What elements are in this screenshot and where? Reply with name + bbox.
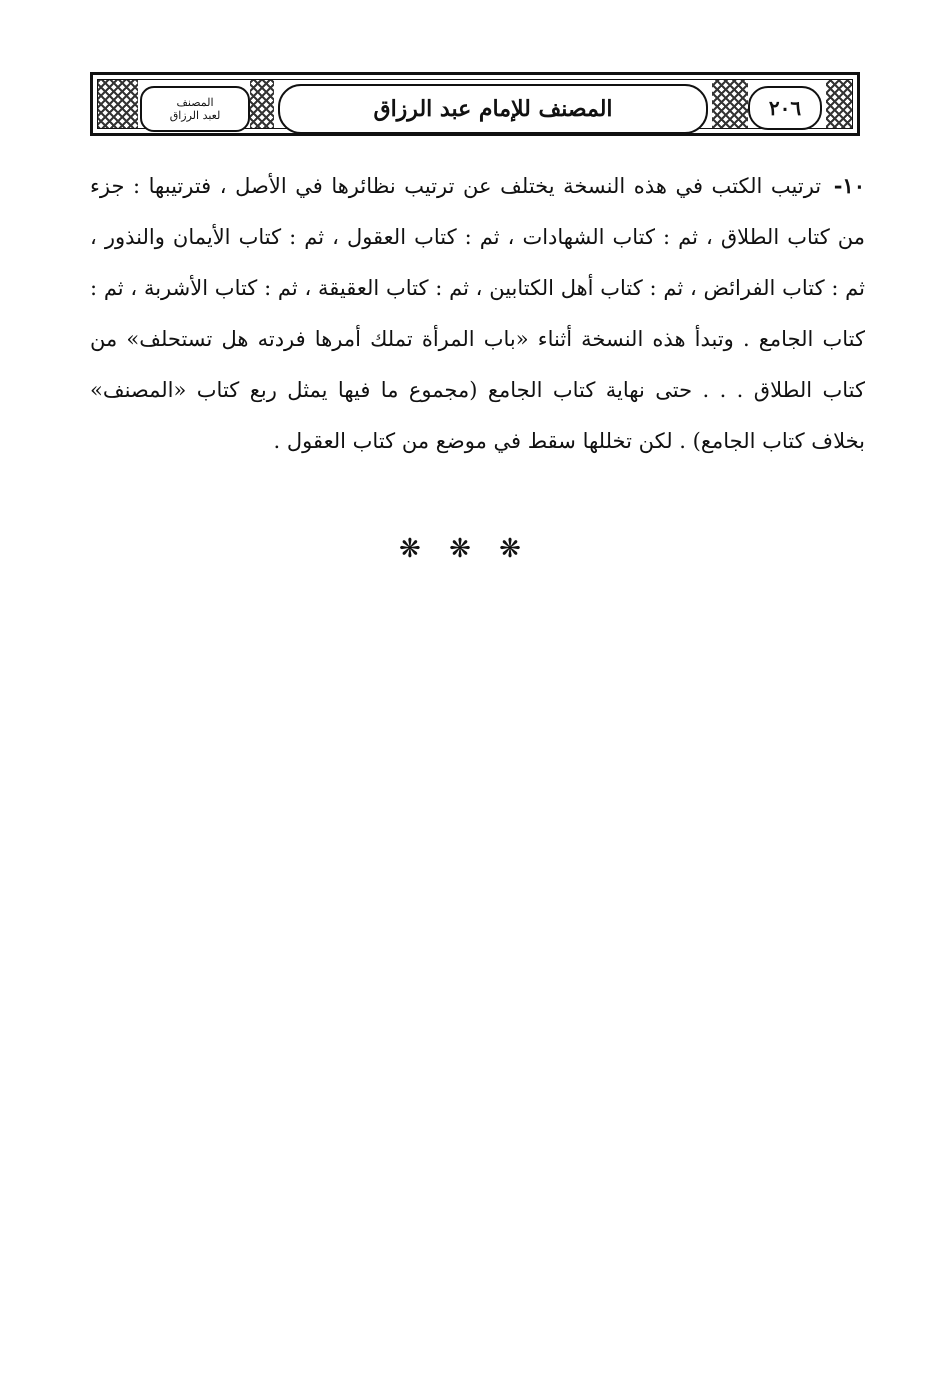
text-line-7: تخللها سقط في موضع من كتاب العقول . (273, 429, 632, 453)
item-number: ١٠- (833, 173, 865, 198)
book-logo (140, 86, 250, 132)
ornament-right-icon (826, 80, 852, 128)
text-line-5: المرأة تملك أمرها فردته هل تستحلف» من كتاب الطلاق . . . حتى نهاية كتاب (90, 327, 865, 402)
book-logo-line2: لعبد الرزاق (169, 109, 221, 122)
book-logo-line1: المصنف (176, 96, 214, 109)
ornament-right-inner-icon (712, 80, 748, 128)
text-line-4: العقيقة ، ثم : كتاب الأشربة ، ثم : كتاب الجامع . وتبدأ هذه النسخة أثناء «باب (90, 276, 865, 351)
page-body (90, 160, 865, 467)
ornament-left-icon (98, 80, 138, 128)
text-line-3: الأيمان والنذور ، ثم : كتاب الفرائض ، ثم : كتاب أهل الكتابين ، ثم : كتاب (90, 225, 865, 300)
section-separator: ❋ ❋ ❋ (399, 534, 531, 564)
running-header (90, 72, 860, 136)
numbered-paragraph (90, 160, 865, 467)
ornament-left-inner-icon (250, 80, 274, 128)
text-line-2: جزء من كتاب الطلاق ، ثم : كتاب الشهادات ، ثم : كتاب العقول ، ثم : كتاب (90, 174, 865, 249)
book-title: المصنف للإمام عبد الرزاق (278, 84, 708, 134)
page-number: ٢٠٦ (748, 86, 822, 130)
text-line-1: ترتيب الكتب في هذه النسخة يختلف عن ترتيب نظائرها في الأصل ، فترتيبها : (124, 174, 822, 198)
header-frame (97, 79, 853, 129)
text-line-6: الجامع (مجموع ما فيها يمثل ربع كتاب «المصنف» بخلاف كتاب الجامع) . لكن (90, 378, 865, 453)
